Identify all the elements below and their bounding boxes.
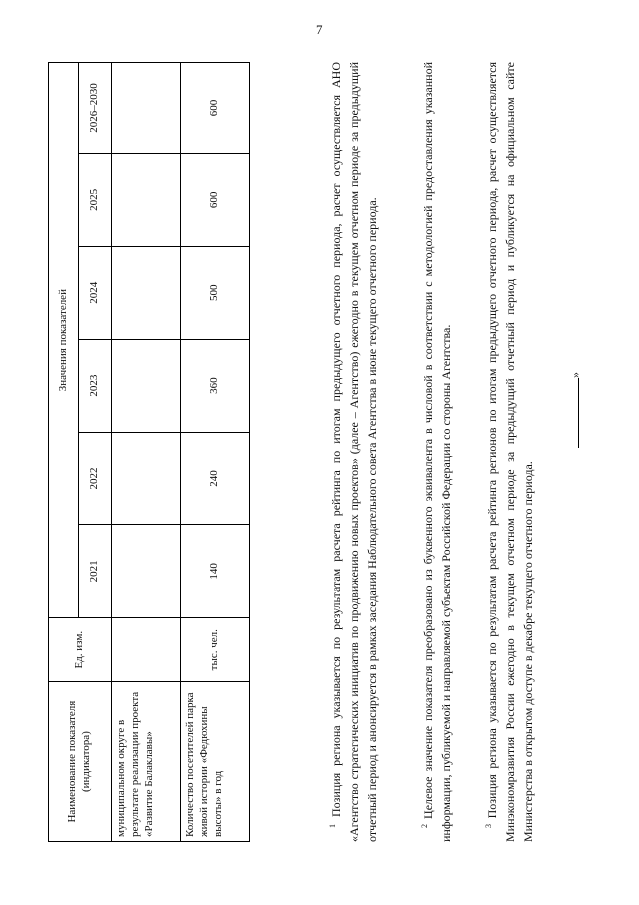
row-value bbox=[112, 525, 181, 618]
header-unit: Ед. изм. bbox=[49, 618, 112, 682]
row-value: 600 bbox=[181, 63, 250, 154]
row-value: 360 bbox=[181, 339, 250, 432]
row-value bbox=[112, 432, 181, 525]
row-value bbox=[112, 339, 181, 432]
row-value bbox=[112, 153, 181, 246]
row-value: 240 bbox=[181, 432, 250, 525]
year-cell: 2025 bbox=[79, 153, 112, 246]
year-cell: 2021 bbox=[79, 525, 112, 618]
row-name: Количество посетителей парка живой истории «Федюхины высоты» в год bbox=[181, 682, 250, 842]
year-cell: 2024 bbox=[79, 246, 112, 339]
row-value bbox=[112, 63, 181, 154]
footnote-1 bbox=[324, 62, 381, 842]
row-value: 140 bbox=[181, 525, 250, 618]
header-values: Значения показателей bbox=[49, 63, 79, 618]
table-row bbox=[181, 63, 250, 842]
footnote-mark: 1 bbox=[328, 824, 337, 828]
table-row bbox=[112, 63, 181, 842]
footnote-2 bbox=[416, 62, 455, 842]
footnote-text: Позиция региона указывается по результатам расчета рейтинга регионов по итогам предыдущего отчетного периода, расчет осуществляется Минэкономразвития России ежегодно в текущем отчетном периоде за предыдущий отчетный период и публикуется на официальном сайте Министерства в открытом доступе в декабре текущего отчетного периода. bbox=[485, 61, 535, 842]
page-number: 7 bbox=[316, 22, 323, 37]
year-cell: 2026–2030 bbox=[79, 63, 112, 154]
indicators-table bbox=[48, 62, 250, 842]
row-unit bbox=[112, 618, 181, 682]
closing-rule bbox=[578, 378, 579, 448]
row-value: 500 bbox=[181, 246, 250, 339]
closing-line bbox=[568, 372, 583, 454]
header-name: Наименование показателя (индикатора) bbox=[49, 682, 112, 842]
closing-quote: » bbox=[568, 372, 582, 378]
footnote-3 bbox=[480, 62, 537, 842]
row-value: 600 bbox=[181, 153, 250, 246]
rotated-content bbox=[48, 62, 588, 842]
footnote-mark: 2 bbox=[420, 824, 429, 828]
year-cell: 2022 bbox=[79, 432, 112, 525]
footnote-mark: 3 bbox=[484, 824, 493, 828]
year-cell: 2023 bbox=[79, 339, 112, 432]
row-name: муниципальном округе в результате реализации проекта «Развитие Балаклавы» bbox=[112, 682, 181, 842]
row-value bbox=[112, 246, 181, 339]
row-unit: тыс. чел. bbox=[181, 618, 250, 682]
footnote-text: Позиция региона указывается по результатам расчета рейтинга по итогам предыдущего отчетного периода, расчет осуществляется АНО «Агентство стратегических инициатив по продвижению новых проектов» (далее – Агентство) ежегодно в текущем отчетном периоде за предыдущий отчетный период и анонсируется в рамках заседания Наблюдательного совета Агентства в июне текущего отчетного периода. bbox=[329, 62, 379, 842]
footnote-text: Целевое значение показателя преобразовано из буквенного эквивалента в числовой в соответствии с методологией предоставления указанной информации, публикуемой и направляемой субъектам Российской Федерации со стороны Агентства. bbox=[421, 61, 453, 842]
table-header-row bbox=[49, 63, 79, 842]
